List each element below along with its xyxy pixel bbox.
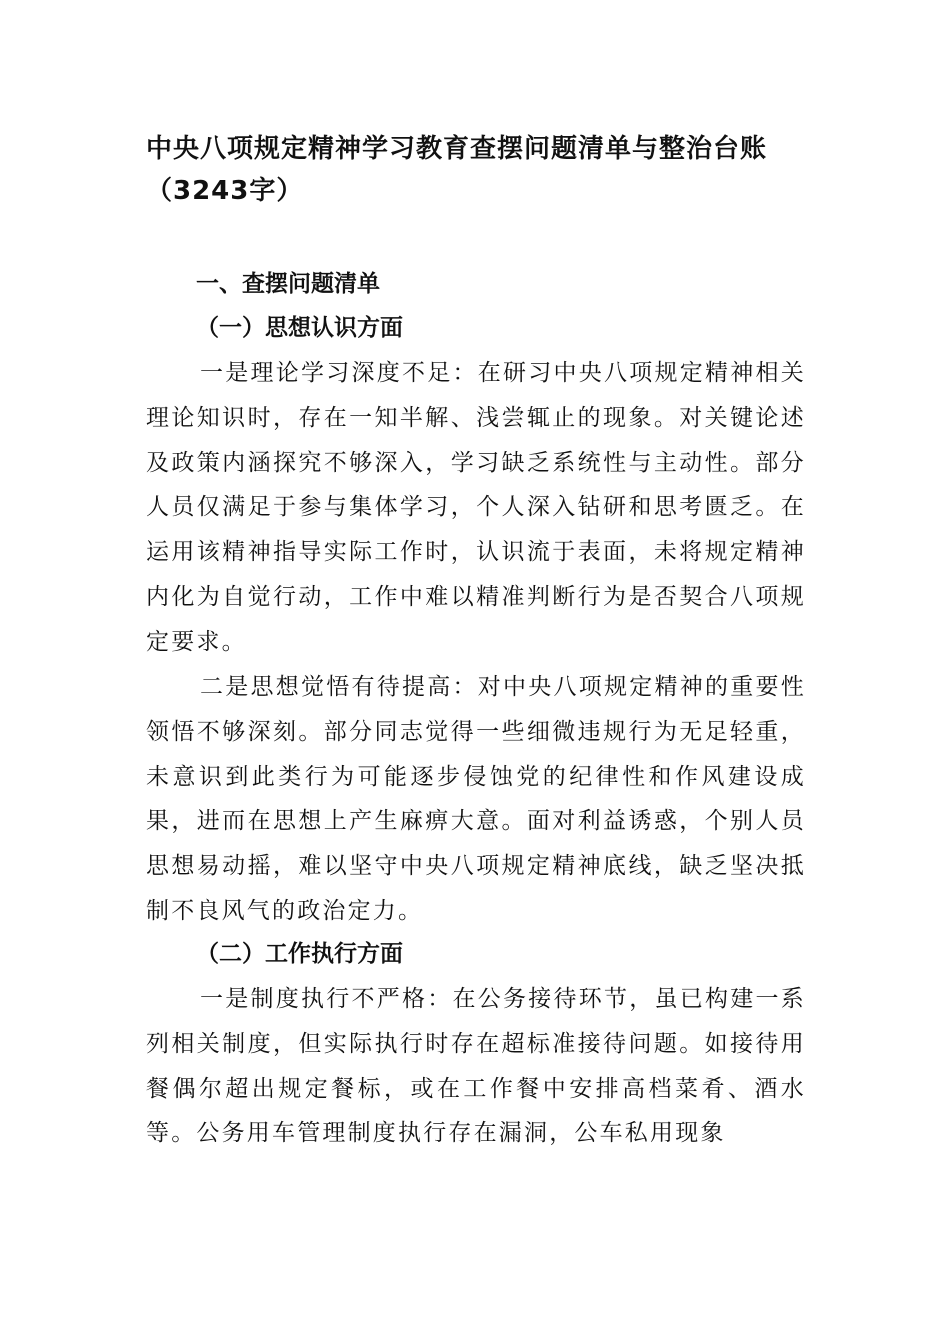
document-title: 中央八项规定精神学习教育查摆问题清单与整治台账（3243字） [146,134,768,206]
subsection-heading-ideology: （一）思想认识方面 [196,315,403,341]
subsection-heading-execution: （二）工作执行方面 [196,941,403,967]
paragraph-theory-study: 一是理论学习深度不足：在研习中央八项规定精神相关理论知识时，存在一知半解、浅尝辄止的现象。对关键论述及政策内涵探究不够深入，学习缺乏系统性与主动性。部分人员仅满足于参与集体学习，个人深入钻研和思考匮乏。在运用该精神指导实际工作时，认识流于表面，未将规定精神内化为自觉行动，工作中难以精准判断行为是否契合八项规定要求。 [146,360,806,655]
paragraph-ideological-awareness: 二是思想觉悟有待提高：对中央八项规定精神的重要性领悟不够深刻。部分同志觉得一些细微违规行为无足轻重，未意识到此类行为可能逐步侵蚀党的纪律性和作风建设成果，进而在思想上产生麻痹大意。面对利益诱惑，个别人员思想易动摇，难以坚守中央八项规定精神底线，缺乏坚决抵制不良风气的政治定力。 [146,674,806,924]
paragraph-system-execution: 一是制度执行不严格：在公务接待环节，虽已构建一系列相关制度，但实际执行时存在超标准接待问题。如接待用餐偶尔超出规定餐标，或在工作餐中安排高档菜肴、酒水等。公务用车管理制度执行存在漏洞，公车私用现象 [146,986,806,1147]
section-heading-problem-list: 一、查摆问题清单 [196,271,380,297]
